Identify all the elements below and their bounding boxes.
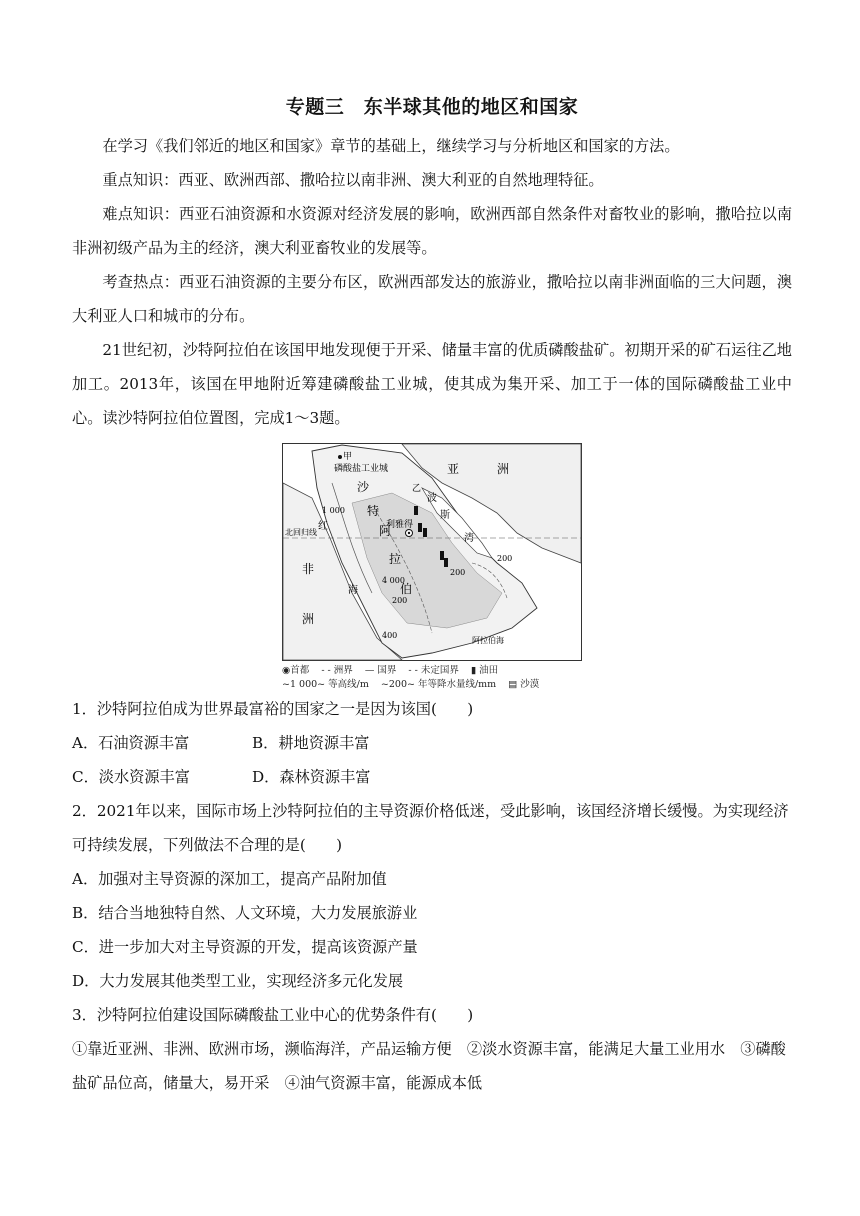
saudi-arabia-map	[282, 443, 582, 661]
map-label-isohyet: 200	[497, 554, 513, 563]
oil-field-marker	[440, 551, 444, 560]
map-label-arabian-sea: 阿拉伯海	[472, 636, 504, 645]
question-2-option-c: C．进一步加大对主导资源的开发，提高该资源产量	[72, 938, 418, 956]
map-label-isohyet: 200	[450, 568, 466, 577]
map-label-capital: 利雅得	[386, 520, 414, 530]
question-2-stem: 2．2021年以来，国际市场上沙特阿拉伯的主导资源价格低迷，受此影响，该国经济增长缓慢。为实现经济可持续发展，下列做法不合理的是( )	[72, 802, 789, 854]
question-2-option-d: D．大力发展其他类型工业，实现经济多元化发展	[72, 972, 404, 990]
map-label-jia: 甲	[343, 452, 353, 462]
map-label-zhou-africa: 洲	[302, 612, 315, 626]
map-label-la: 拉	[389, 552, 402, 566]
question-2-option-b: B．结合当地独特自然、人文环境，大力发展旅游业	[72, 904, 418, 922]
intro-paragraph: 难点知识：西亚石油资源和水资源对经济发展的影响，欧洲西部自然条件对畜牧业的影响，撒哈拉以南非洲初级产品为主的经济，澳大利亚畜牧业的发展等。	[72, 205, 792, 257]
map-label-bo: 伯	[400, 582, 413, 596]
question-1-option-d: D．森林资源丰富	[252, 768, 371, 786]
question-1-options-row	[72, 726, 792, 760]
map-label-hai: 海	[348, 585, 358, 596]
legend-item: - - 洲界	[321, 665, 353, 676]
map-legend	[282, 661, 582, 692]
legend-item: - - 未定国界	[408, 665, 459, 676]
worksheet-page	[72, 92, 792, 1100]
intro-paragraph: 重点知识：西亚、欧洲西部、撒哈拉以南非洲、澳大利亚的自然地理特征。	[102, 171, 604, 189]
map-label-yi: 乙	[412, 484, 422, 494]
legend-item: — 国界	[364, 665, 397, 676]
map-label-ya: 亚	[447, 462, 460, 476]
oil-field-marker	[414, 506, 418, 515]
question-3-stem: 3．沙特阿拉伯建设国际磷酸盐工业中心的优势条件有( )	[72, 1006, 474, 1024]
map-label-isohyet: 200	[392, 596, 408, 605]
map-label-tropic: 北回归线	[285, 528, 317, 537]
saudi-arabia-map-figure	[282, 443, 582, 692]
map-label-city: 磷酸盐工业城	[334, 464, 389, 474]
map-label-fei: 非	[302, 562, 315, 576]
map-label-zhou-asia: 洲	[497, 462, 510, 476]
legend-item: ▤ 沙漠	[508, 679, 540, 690]
question-1-option-c: C．淡水资源丰富	[72, 768, 190, 786]
intro-paragraph: 在学习《我们邻近的地区和国家》章节的基础上，继续学习与分析地区和国家的方法。	[102, 137, 680, 155]
legend-item: ~200~ 年等降水量线/mm	[380, 679, 497, 690]
question-1-option-b: B．耕地资源丰富	[252, 734, 370, 752]
page-title: 专题三 东半球其他的地区和国家	[285, 96, 579, 118]
question-1-stem: 1．沙特阿拉伯成为世界最富裕的国家之一是因为该国( )	[72, 700, 474, 718]
map-label-bo-gulf: 波	[427, 493, 437, 504]
map-label-a: 阿	[379, 524, 392, 538]
oil-field-marker	[444, 558, 448, 567]
legend-item: ▮ 油田	[470, 665, 499, 676]
question-1-options-row	[72, 760, 792, 794]
map-label-si: 斯	[440, 510, 450, 521]
map-label-contour: 4 000	[382, 576, 405, 585]
oil-field-marker	[418, 523, 422, 532]
map-label-wan: 湾	[464, 533, 474, 544]
map-label-hong: 红	[318, 521, 328, 532]
map-label-isohyet: 400	[382, 631, 398, 640]
oil-field-marker	[423, 528, 427, 537]
legend-item: ◉首都	[282, 665, 310, 676]
question-3-body: ①靠近亚洲、非洲、欧洲市场，濒临海洋，产品运输方便 ②淡水资源丰富，能满足大量工业用水 ③磷酸盐矿品位高，储量大，易开采 ④油气资源丰富，能源成本低	[72, 1040, 786, 1092]
question-passage: 21世纪初，沙特阿拉伯在该国甲地发现便于开采、储量丰富的优质磷酸盐矿。初期开采的矿石运往乙地加工。2013年，该国在甲地附近筹建磷酸盐工业城，使其成为集开采、加工于一体的国际磷酸盐工业中心。读沙特阿拉伯位置图，完成1～3题。	[72, 341, 792, 427]
map-label-te: 特	[367, 504, 380, 518]
question-1-option-a: A．石油资源丰富	[72, 734, 190, 752]
question-2-option-a: A．加强对主导资源的深加工，提高产品附加值	[72, 870, 387, 888]
intro-paragraph: 考查热点：西亚石油资源的主要分布区，欧洲西部发达的旅游业，撒哈拉以南非洲面临的三大问题，澳大利亚人口和城市的分布。	[72, 273, 792, 325]
map-label-contour: 1 000	[322, 506, 345, 515]
map-label-sha: 沙	[357, 480, 370, 494]
legend-item: ~1 000~ 等高线/m	[282, 679, 369, 690]
